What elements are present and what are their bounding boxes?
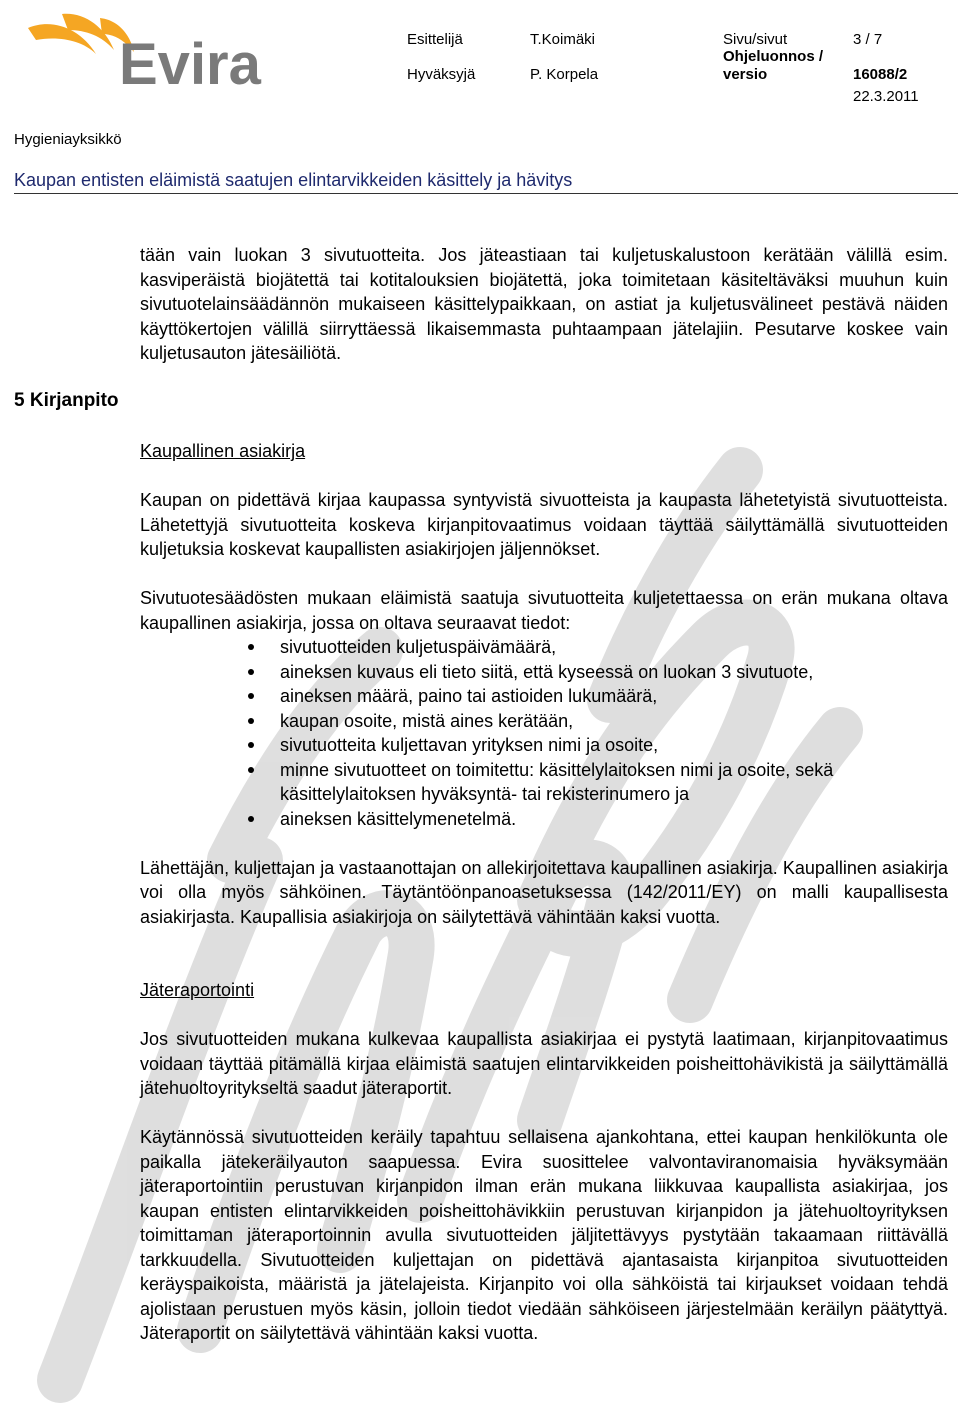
evira-logo-text: Evira xyxy=(119,32,261,92)
header-divider xyxy=(14,193,958,194)
approver-value: P. Korpela xyxy=(530,66,599,83)
paragraph-practice: Käytännössä sivutuotteiden keräily tapahtuu sellaisena ajankohtana, ettei kaupan henkilökunta ole paikalla jätekeräilyauton saapuessa. Evira suosittelee valvontaviranomaisia hyväksymään jäteraportointiin perustuvan kirjanpidon ilman erän mukana liikkuvaa kaupallista asiakirjaa, jos kaupan entisten elintarvikkeiden poisheittohävikkiin perustuvan kirjanpidon ja jätehuoltoyrityksen toimittaman jäteraportoinnin avulla sivutuotteiden jäljitettävyys pystytään takaamaan riittävällä tarkkuudella. Sivutuotteiden kuljettajan on pidettävä ajantasaista kirjanpitoa sivutuotteiden keräyspaikoista, määristä ja jätelajeista. Kirjanpito voi olla sähköistä tai kirjaukset voidaan tehdä ajolistaan perustuen myös käsin, jolloin tiedot viedään sähköiseen järjestelmään keräilyn päätyttyä. Jäteraportit on säilytettävä vähintään kaksi vuotta. xyxy=(140,1127,948,1343)
paragraph-signatures: Lähettäjän, kuljettajan ja vastaanottajan on allekirjoitettava kaupallinen asiakirja. Kaupallinen asiakirja voi olla myös sähköinen. Täytäntöönpanoasetuksessa (142/2011/EY) on malli kaupallisesta asiakirjasta. Kaupallisia asiakirjoja on säilytettävä vähintään kaksi vuotta. xyxy=(140,857,948,927)
list-item: sivutuotteiden kuljetuspäivämäärä, xyxy=(280,637,557,657)
evira-logo xyxy=(22,10,282,90)
paragraph-waste-reporting: Jos sivutuotteiden mukana kulkevaa kaupallista asiakirjaa ei pystytä laatimaan, kirjanpitovaatimus voidaan täyttää pitämällä kirjaa eläimistä saatujen elintarvikkeiden poisheittohävikistä ja säilyttämällä jätehuoltoyritykseltä saadut jäteraportit. xyxy=(140,1029,948,1098)
subheading-commercial-document: Kaupallinen asiakirja xyxy=(140,441,306,461)
document-title: Kaupan entisten eläimistä saatujen elintarvikkeiden käsittely ja hävitys xyxy=(14,170,573,190)
subheading-waste-reporting: Jäteraportointi xyxy=(140,980,255,1000)
paragraph-intro: tään vain luokan 3 sivutuotteita. Jos jäteastiaan tai kuljetuskalustoon kerätään välillä esim. kasviperäistä biojätettä tai kotitalouksien biojätettä, joka toimitetaan käsiteltäväksi muuhun kuin sivutuotelainsäädännön mukaiseen käsittelypaikkaan, on astiat ja kuljetusvälineet pestävä näiden käyttökertojen välillä siirryttäessä likaisemmasta puhtaampaan jätelajiin. Pesutarve koskee vain kuljetusauton jätesäiliötä. xyxy=(140,245,948,363)
requirements-list xyxy=(140,635,948,831)
document-body xyxy=(140,243,948,1346)
presenter-value: T.Koimäki xyxy=(530,31,596,48)
version-label: versio xyxy=(723,66,768,83)
section-heading: 5 Kirjanpito xyxy=(14,390,119,411)
page-label: Sivu/sivut xyxy=(723,31,788,48)
approver-label: Hyväksyjä xyxy=(407,66,476,83)
list-item: aineksen käsittelymenetelmä. xyxy=(280,808,517,829)
evira-wordmark xyxy=(117,32,277,92)
presenter-label: Esittelijä xyxy=(407,31,463,48)
page-value: 3 / 7 xyxy=(853,31,883,48)
list-item: minne sivutuotteet on toimitettu: käsittelylaitoksen nimi ja osoite, sekä käsittelylaitoksen hyväksyntä- tai rekisterinumero ja xyxy=(280,759,834,804)
department-name: Hygieniayksikkö xyxy=(14,131,122,148)
list-item: aineksen määrä, paino tai astioiden lukumäärä, xyxy=(280,686,658,706)
guide-label: Ohjeluonnos / xyxy=(723,48,823,65)
list-item: aineksen kuvaus eli tieto siitä, että kyseessä on luokan 3 sivutuote, xyxy=(280,661,814,682)
list-item: kaupan osoite, mistä aines kerätään, xyxy=(280,710,574,731)
document-date: 22.3.2011 xyxy=(853,88,919,105)
version-value: 16088/2 xyxy=(853,66,908,83)
list-item: sivutuotteita kuljettavan yrityksen nimi ja osoite, xyxy=(280,735,659,755)
paragraph-bookkeeping: Kaupan on pidettävä kirjaa kaupassa syntyvistä sivuotteista ja kaupasta lähetetyistä sivutuotteista. Lähetettyjä sivutuotteita koskeva kirjanpitovaatimus voidaan täyttää säilyttämällä sivutuotteiden kuljetuksia koskevat kaupallisten asiakirjojen jäljennökset. xyxy=(140,490,948,559)
paragraph-requirements: Sivutuotesäädösten mukaan eläimistä saatuja sivutuotteita kuljetettaessa on erän mukana oltava kaupallinen asiakirja, jossa on oltava seuraavat tiedot: xyxy=(140,588,948,633)
